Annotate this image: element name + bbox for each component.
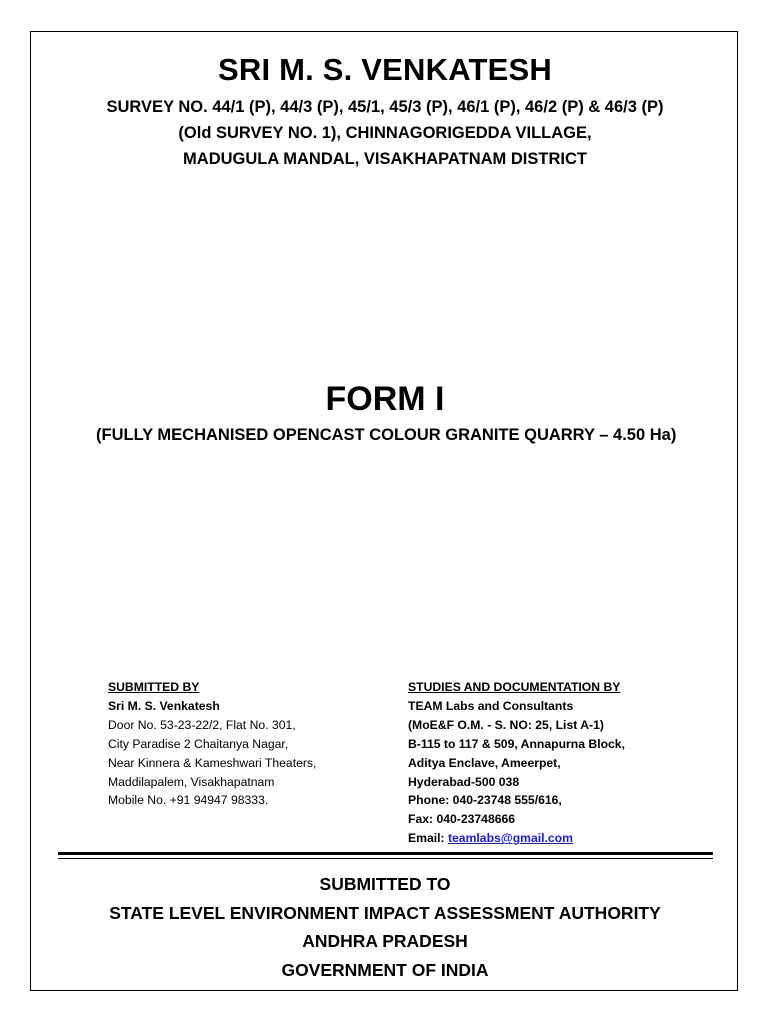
address-line: Mobile No. +91 94947 98333. <box>108 793 269 808</box>
email-label: Email: <box>408 831 448 846</box>
survey-details <box>0 94 770 172</box>
form-subtitle: (FULLY MECHANISED OPENCAST COLOUR GRANITE QUARRY – 4.50 Ha) <box>96 426 677 444</box>
submitted-to-line: ANDHRA PRADESH <box>302 931 468 951</box>
submitted-to-line: STATE LEVEL ENVIRONMENT IMPACT ASSESSMENT AUTHORITY <box>109 902 661 923</box>
address-line: Door No. 53-23-22/2, Flat No. 301, <box>108 717 296 732</box>
consultant-line: Fax: 040-23748666 <box>408 812 516 827</box>
submitted-to-line: GOVERNMENT OF INDIA <box>281 959 489 980</box>
submitted-by-heading: SUBMITTED BY <box>108 680 200 694</box>
consultant-line: TEAM Labs and Consultants <box>408 698 574 713</box>
consultant-line: Hyderabad-500 038 <box>408 774 520 789</box>
submitted-to-line: SUBMITTED TO <box>319 874 451 894</box>
divider-thick <box>58 852 713 855</box>
consultant-line: B-115 to 117 & 509, Annapurna Block, <box>408 736 625 751</box>
address-line: Maddilapalem, Visakhapatnam <box>108 774 275 789</box>
page-border <box>30 31 738 991</box>
consultant-line: Aditya Enclave, Ameerpet, <box>408 755 561 770</box>
document-title: SRI M. S. VENKATESH <box>218 52 552 87</box>
form-title: FORM I <box>325 380 445 418</box>
survey-line: (Old SURVEY NO. 1), CHINNAGORIGEDDA VILLAGE, <box>178 124 592 142</box>
consultant-line: Phone: 040-23748 555/616, <box>408 793 562 808</box>
address-line: Near Kinnera & Kameshwari Theaters, <box>108 755 317 770</box>
submitted-to-block <box>0 870 770 984</box>
submitted-by-block <box>108 678 316 810</box>
documentation-by-block <box>408 678 625 848</box>
divider-thin <box>58 858 713 859</box>
survey-line: SURVEY NO. 44/1 (P), 44/3 (P), 45/1, 45/3 (P), 46/1 (P), 46/2 (P) & 46/3 (P) <box>106 98 664 116</box>
documentation-heading: STUDIES AND DOCUMENTATION BY <box>408 680 621 694</box>
submitter-name: Sri M. S. Venkatesh <box>108 698 220 713</box>
address-line: City Paradise 2 Chaitanya Nagar, <box>108 736 289 751</box>
email-line <box>408 829 625 848</box>
consultant-line: (MoE&F O.M. - S. NO: 25, List A-1) <box>408 717 604 732</box>
survey-line: MADUGULA MANDAL, VISAKHAPATNAM DISTRICT <box>183 150 587 168</box>
email-link[interactable]: teamlabs@gmail.com <box>447 831 573 846</box>
